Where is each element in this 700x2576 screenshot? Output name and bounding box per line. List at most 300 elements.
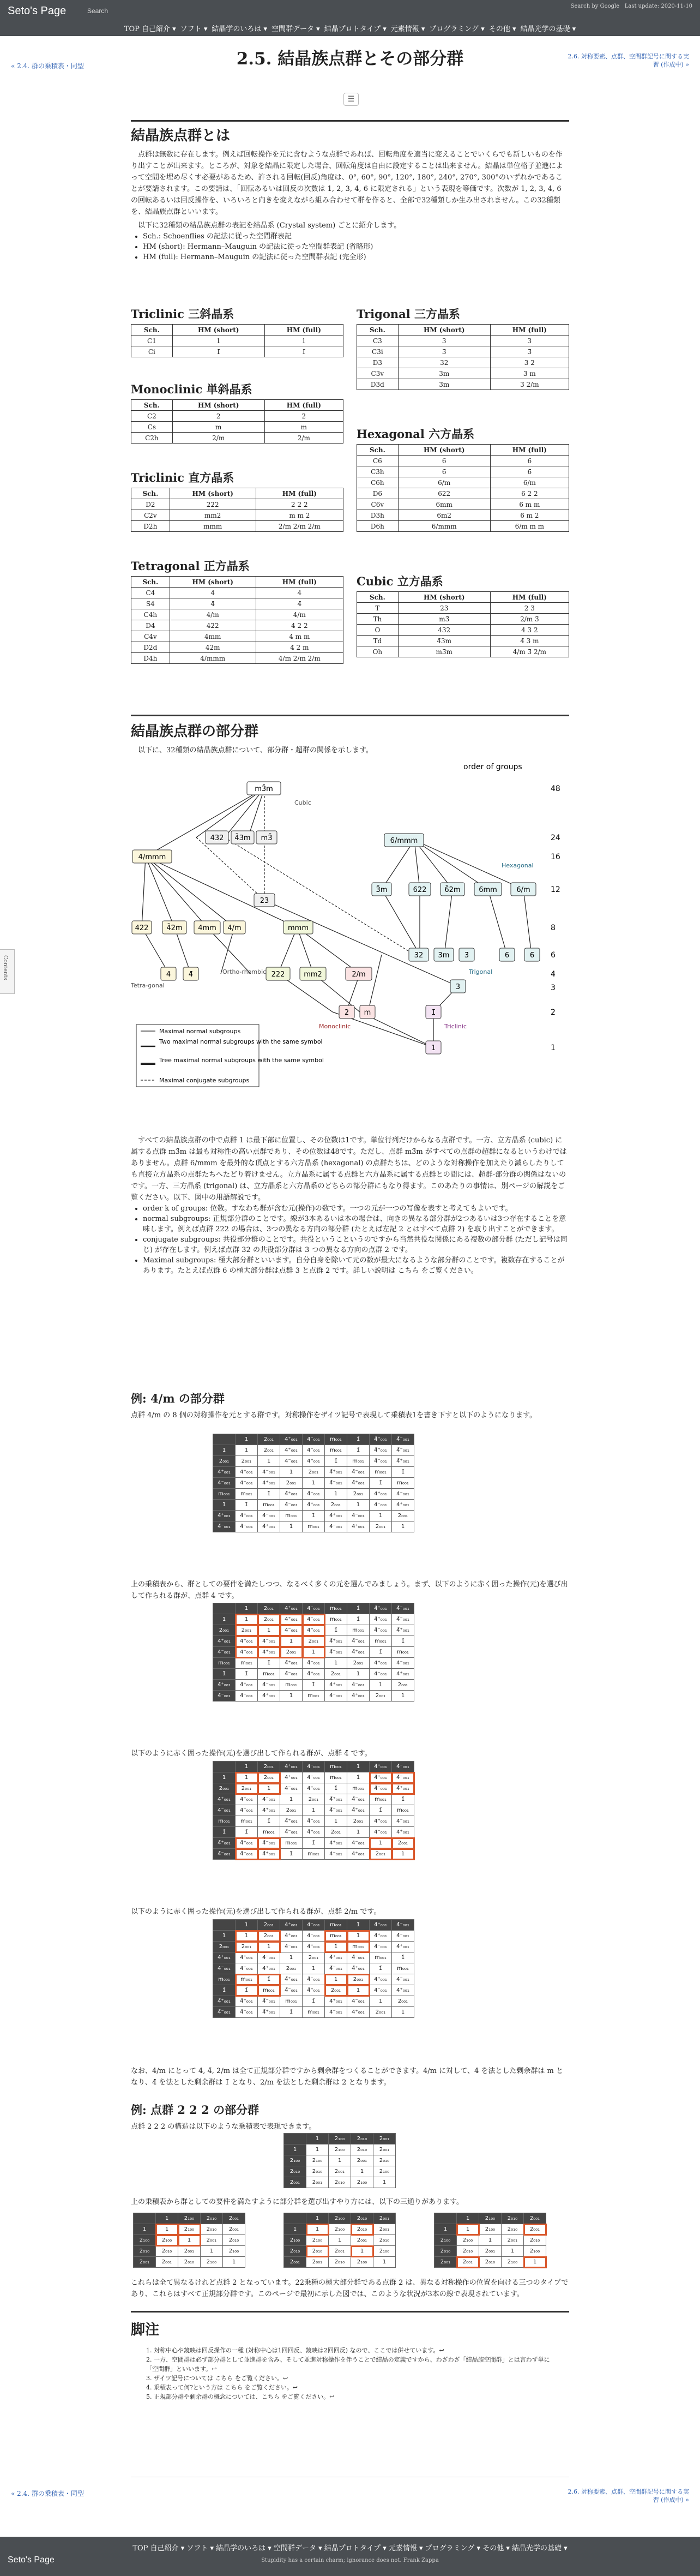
table-cell: 4⁺₀₀₁ — [392, 1500, 414, 1511]
table-cell: 2₁₀₀ — [201, 2257, 223, 2268]
table-corner — [284, 2213, 306, 2224]
table-row — [213, 1783, 414, 1794]
row-header: 2₁₀₀ — [435, 2235, 457, 2246]
table-cell: 2₀₀₁ — [479, 2246, 502, 2257]
row-header: 4⁺₀₀₁ — [213, 1636, 236, 1647]
column-header: 4⁺₀₀₁ — [280, 1920, 303, 1931]
nav-item[interactable]: 結晶学のいろは ▾ — [212, 25, 268, 33]
table-cell: 2₀₁₀ — [201, 2224, 223, 2235]
table-cell: 2₀₀₁ — [303, 1636, 325, 1647]
next-page-link-bottom[interactable]: 2.6. 対称要素、点群、空間群記号に関する実習 (作成中) » — [568, 2488, 689, 2503]
row-header: 4⁻₀₀₁ — [213, 1963, 236, 1974]
table-corner — [284, 2134, 306, 2144]
column-header: 2₀₀₁ — [258, 1434, 280, 1445]
footer-quote: Stupidity has a certain charm; ignorance does not. Frank Zappa — [261, 2557, 439, 2563]
table-row — [213, 1467, 414, 1478]
next-page-link[interactable]: 2.6. 対称要素、点群、空間群記号に関する実習 (作成中) » — [568, 53, 689, 68]
table-cell: 2₀₁₀ — [178, 2257, 201, 2268]
table-cell: 4⁻₀₀₁ — [392, 1816, 414, 1827]
table-cell: 4̄⁻₀₀₁ — [303, 1974, 325, 1985]
column-header: 1 — [306, 2134, 329, 2144]
table-row — [131, 588, 343, 598]
table-cell: 4̄⁻₀₀₁ — [347, 1952, 370, 1963]
table-cell: 2₀₀₁ — [457, 2257, 479, 2268]
table-cell: 4̄⁺₀₀₁ — [325, 1636, 347, 1647]
table-cell: 4̄⁺₀₀₁ — [392, 1625, 414, 1636]
table-row — [131, 422, 343, 433]
table-cell: m₀₀₁ — [392, 1478, 414, 1489]
node-label: m3̄ — [261, 834, 273, 842]
table-cell: 2 2 2 — [256, 499, 343, 510]
table-cell: 2₀₀₁ — [201, 2235, 223, 2246]
table-cell: 6/m — [398, 477, 490, 488]
multiplication-table — [213, 1603, 414, 1702]
node-label: 2 — [344, 1009, 349, 1017]
nav-item[interactable]: その他 ▾ — [488, 25, 516, 33]
table-cell: 2₁₀₀ — [524, 2246, 546, 2257]
table-cell: m₀₀₁ — [236, 1658, 258, 1669]
table-cell: 1̄ — [258, 1489, 280, 1500]
table-cell: 1 — [303, 1647, 325, 1658]
point-group-table — [357, 591, 569, 657]
table-cell: 1 — [306, 2144, 329, 2155]
table-row — [284, 2246, 396, 2257]
table-cell: 4⁺₀₀₁ — [258, 1963, 280, 1974]
column-header: 2₀₁₀ — [502, 2213, 524, 2224]
section-rule — [131, 120, 569, 122]
table-cell: 2₀₀₁ — [258, 1931, 280, 1942]
row-header: 2₀₁₀ — [134, 2246, 156, 2257]
order-tick: 8 — [551, 924, 556, 932]
node-label: 3̄ — [464, 951, 469, 960]
table-row — [435, 2257, 546, 2268]
section-rule — [131, 2311, 569, 2313]
table-cell: 1 — [236, 1445, 258, 1456]
table-cell: 2₁₀₀ — [351, 2257, 373, 2268]
table-cell: 1̄ — [236, 1500, 258, 1511]
family-label-monoclinic: Monoclinic — [319, 1023, 351, 1030]
table-cell: 1 — [325, 1489, 347, 1500]
footer-nav[interactable]: TOP 自己紹介 ▾ ソフト ▾ 結晶学のいろは ▾ 空間群データ ▾ 結晶プロトタイプ ▾ 元素情報 ▾ プログラミング ▾ その他 ▾ 結晶光学の基礎 ▾ — [132, 2544, 568, 2553]
column-header: 1̄ — [347, 1762, 370, 1772]
table-cell: 4⁻₀₀₁ — [236, 1805, 258, 1816]
table-cell: 4⁻₀₀₁ — [280, 1942, 303, 1952]
list-item: • conjugate subgroups: 共役部分群のことです。共役というこというのですから当然共役な関係にある複数の部分群 (ただし記号は同じ) が存在します。例えば点群 32 の共役部分群は 3 つの異なる方向の点群 2 です。 — [143, 1235, 569, 1255]
table-cell: 4̄⁻₀₀₁ — [392, 1772, 414, 1783]
order-tick: 16 — [551, 853, 560, 861]
table-cell: 4⁺₀₀₁ — [392, 1669, 414, 1680]
nav-item[interactable]: プログラミング ▾ — [429, 25, 485, 33]
table-cell: m₀₀₁ — [258, 1827, 280, 1838]
table-cell: 2₀₀₁ — [306, 2257, 329, 2268]
table-cell: 4⁻₀₀₁ — [303, 1772, 325, 1783]
column-header: 1̄ — [347, 1920, 370, 1931]
toc-menu-icon[interactable]: ☰ — [343, 93, 359, 106]
table-cell: 2₀₀₁ — [258, 1772, 280, 1783]
order-tick: 48 — [551, 784, 560, 793]
table-cell: 2₀₁₀ — [351, 2144, 373, 2155]
contents-side-tab[interactable] — [0, 949, 15, 994]
table-cell: m₀₀₁ — [370, 1952, 392, 1963]
column-header: HM (full) — [256, 488, 343, 499]
table-cell: m₀₀₁ — [236, 1974, 258, 1985]
row-header: 1 — [213, 1772, 236, 1783]
table-cell: 2₀₀₁ — [347, 1974, 370, 1985]
family-label-orthorhombic: Ortho-rhombic — [222, 968, 267, 975]
column-header: 2₀₀₁ — [373, 2213, 396, 2224]
node-label: 6 — [504, 951, 510, 960]
table-cell: 2₀₀₁ — [306, 2177, 329, 2188]
table-cell: 2₀₀₁ — [373, 2224, 396, 2235]
table-cell: 1̄ — [325, 1625, 347, 1636]
side-tab-label: Contents — [2, 955, 8, 980]
column-header: 4̄⁺₀₀₁ — [370, 1434, 392, 1445]
multiplication-table — [213, 1761, 414, 1860]
intro-paragraph-2: 以下に32種類の結晶族点群の表記を結晶系 (Crystal system) ごとに紹介します。 — [138, 221, 401, 230]
table-cell: 4̄⁺₀₀₁ — [258, 1691, 280, 1702]
table-cell: 4̄ 2 m — [256, 642, 343, 653]
table-cell: 4̄⁻₀₀₁ — [325, 1647, 347, 1658]
table-cell: 6/m m m — [490, 521, 569, 532]
table-cell: 2₁₀₀ — [373, 2166, 396, 2177]
column-header: HM (short) — [170, 488, 256, 499]
table-corner — [134, 2213, 156, 2224]
table-cell: 4⁺₀₀₁ — [370, 1489, 392, 1500]
table-cell: 4̄⁺₀₀₁ — [280, 1489, 303, 1500]
table-cell: D3d — [357, 379, 399, 390]
table-cell: D2h — [131, 521, 170, 532]
column-header: HM (full) — [490, 325, 569, 336]
table-cell: 6 — [398, 456, 490, 466]
table-row — [357, 477, 569, 488]
table-cell: m3̄m — [398, 646, 490, 657]
column-header: 4⁺₀₀₁ — [280, 1434, 303, 1445]
nav-item[interactable]: 元素情報 ▾ — [390, 25, 425, 33]
table-row — [357, 368, 569, 379]
column-header: 4̄⁻₀₀₁ — [392, 1762, 414, 1772]
table-cell: m₀₀₁ — [280, 1996, 303, 2007]
table-cell: 4̄ — [256, 598, 343, 609]
table-row — [213, 1478, 414, 1489]
table-cell: 1 — [303, 1478, 325, 1489]
node-label: 4/m — [227, 924, 242, 932]
search-by-google-link[interactable]: Search by Google — [570, 3, 620, 9]
family-label-triclinic: Triclinic — [444, 1023, 467, 1030]
table-cell: 4⁺₀₀₁ — [258, 1647, 280, 1658]
table-cell: 4̄⁺₀₀₁ — [280, 1816, 303, 1827]
table-cell: 2₀₀₁ — [370, 1849, 392, 1860]
table-cell: 2₀₁₀ — [223, 2235, 245, 2246]
table-row — [357, 488, 569, 499]
table-cell: 4̄⁺₀₀₁ — [370, 1931, 392, 1942]
nav-item[interactable]: ソフト ▾ — [180, 25, 208, 33]
site-title[interactable]: Seto's Page — [8, 5, 67, 17]
prev-page-link-bottom[interactable]: « 2.4. 群の乗積表・同型 — [11, 2490, 84, 2497]
table-cell: 2₀₁₀ — [373, 2235, 396, 2246]
table-corner — [213, 1603, 236, 1614]
table-cell: 4⁺₀₀₁ — [325, 1996, 347, 2007]
row-header: 2₀₀₁ — [213, 1783, 236, 1794]
table-title: Cubic 立方晶系 — [357, 574, 443, 588]
node-label: 3m — [438, 951, 450, 960]
column-header: 4̄⁺₀₀₁ — [370, 1920, 392, 1931]
table-cell: 4̄⁺₀₀₁ — [370, 1772, 392, 1783]
node-label: 4 — [166, 971, 171, 979]
example-title-4m: 例: 4/m の部分群 — [131, 1392, 225, 1405]
table-cell: 4̄⁻₀₀₁ — [370, 1942, 392, 1952]
main-nav — [0, 23, 700, 36]
row-header: 4⁺₀₀₁ — [213, 1794, 236, 1805]
table-cell: 4/m 3̄ 2/m — [490, 646, 569, 657]
table-cell: 2₀₀₁ — [392, 1511, 414, 1521]
table-cell: m₀₀₁ — [347, 1456, 370, 1467]
order-tick: 12 — [551, 885, 560, 894]
table-cell: 4⁺₀₀₁ — [280, 1445, 303, 1456]
row-header: 1 — [435, 2224, 457, 2235]
node-label: 222 — [271, 971, 285, 979]
table-cell: 4̄⁻₀₀₁ — [303, 1489, 325, 1500]
table-cell: 2₀₀₁ — [156, 2257, 178, 2268]
table-cell: 2₀₁₀ — [306, 2246, 329, 2257]
row-header: 2₀₁₀ — [435, 2246, 457, 2257]
table-row — [435, 2246, 546, 2257]
table-cell: 2₀₀₁ — [370, 1521, 392, 1532]
table-cell: 4/mmm — [170, 653, 256, 664]
table-cell: 23 — [398, 603, 490, 614]
row-header: 2₀₁₀ — [284, 2166, 306, 2177]
table-cell: 2₀₀₁ — [303, 1467, 325, 1478]
table-cell: 4⁻₀₀₁ — [258, 1794, 280, 1805]
table-cell: 4̄⁺₀₀₁ — [236, 1996, 258, 2007]
table-cell: 1 — [351, 2166, 373, 2177]
table-cell: mm2 — [170, 510, 256, 521]
table-cell: 6/m — [490, 477, 569, 488]
table-cell: D2d — [131, 642, 170, 653]
nav-item[interactable]: TOP 自己紹介 ▾ — [124, 25, 176, 33]
table-cell: 1 — [347, 1669, 370, 1680]
table-cell: 1̄ — [258, 1816, 280, 1827]
table-row — [213, 1625, 414, 1636]
column-header: 2₀₀₁ — [258, 1920, 280, 1931]
column-header: 4⁻₀₀₁ — [303, 1920, 325, 1931]
table-row — [213, 1636, 414, 1647]
table-cell: 422 — [170, 620, 256, 631]
table-cell: 4⁺₀₀₁ — [236, 1636, 258, 1647]
table-cell: 2₀₀₁ — [236, 1942, 258, 1952]
table-cell: 4̄⁺₀₀₁ — [236, 1838, 258, 1849]
table-cell: 1 — [347, 1827, 370, 1838]
table-cell: 1 — [172, 336, 264, 346]
row-header: 1 — [284, 2144, 306, 2155]
table-row — [357, 379, 569, 390]
table-cell: m m 2 — [256, 510, 343, 521]
table-cell: 4⁻₀₀₁ — [347, 1680, 370, 1691]
table-cell: 4 — [256, 588, 343, 598]
table-cell: 4̄⁺₀₀₁ — [325, 1794, 347, 1805]
table-cell: m₀₀₁ — [258, 1669, 280, 1680]
nav-item[interactable]: 結晶光学の基礎 ▾ — [520, 25, 576, 33]
table-cell: 4̄⁻₀₀₁ — [392, 1445, 414, 1456]
definitions-list — [131, 1203, 569, 1276]
row-header: 1̄ — [213, 1500, 236, 1511]
table-cell: D3h — [357, 510, 399, 521]
table-cell: 6mm — [398, 499, 490, 510]
table-cell: 4⁺₀₀₁ — [370, 1816, 392, 1827]
table-cell: 1 — [264, 336, 343, 346]
table-cell: 4 m m — [256, 631, 343, 642]
example-text: これらは全て異なるけれど点群 2 となっています。22乗種の極大部分群である点群 2 は、異なる対称操作の位置を向ける三つのタイプであり、これらはすべて正規部分群です。このページで最初に示した図では、このような状況が3本の線で表現されています。 — [131, 2279, 569, 2298]
column-header: 2₀₀₁ — [223, 2213, 245, 2224]
table-cell: 4⁺₀₀₁ — [347, 1849, 370, 1860]
table-cell: 4̄⁻₀₀₁ — [303, 1816, 325, 1827]
table-cell: 4̄⁻₀₀₁ — [347, 1467, 370, 1478]
table-block-monoclinic — [131, 381, 343, 444]
table-cell: D4h — [131, 653, 170, 664]
table-cell: 1̄ — [325, 1456, 347, 1467]
table-cell: 1 — [392, 1521, 414, 1532]
table-cell: m₀₀₁ — [236, 1816, 258, 1827]
table-cell: 2₀₁₀ — [457, 2246, 479, 2257]
table-row — [357, 466, 569, 477]
table-cell: 2₀₀₁ — [280, 1647, 303, 1658]
multiplication-table — [133, 2213, 245, 2268]
section-title-subgroups: 結晶族点群の部分群 — [131, 723, 259, 740]
column-header: HM (full) — [264, 400, 343, 411]
table-row — [131, 653, 343, 664]
top-bar — [0, 0, 700, 23]
multiplication-table — [283, 2133, 396, 2188]
multiplication-table — [434, 2213, 546, 2268]
table-cell: 2₁₀₀ — [373, 2246, 396, 2257]
row-header: 1 — [213, 1931, 236, 1942]
node-label: 6/m — [516, 886, 530, 894]
table-cell: m₀₀₁ — [370, 1794, 392, 1805]
table-cell: 432 — [398, 625, 490, 636]
order-tick: 4 — [551, 970, 556, 979]
table-cell: 3m — [398, 368, 490, 379]
table-cell: 4̄⁻₀₀₁ — [258, 1680, 280, 1691]
node-label: 6̄2m — [444, 886, 461, 894]
table-cell: 4⁺₀₀₁ — [258, 1478, 280, 1489]
table-cell: 2₁₀₀ — [223, 2246, 245, 2257]
nav-item[interactable]: 空間群データ ▾ — [271, 25, 320, 33]
table-cell: 4⁺₀₀₁ — [280, 1931, 303, 1942]
table-cell: m₀₀₁ — [347, 1783, 370, 1794]
table-cell: 4̄⁺₀₀₁ — [303, 1669, 325, 1680]
column-header: HM (full) — [264, 325, 343, 336]
table-cell: 6 m m — [490, 499, 569, 510]
row-header: 2₀₁₀ — [284, 2246, 306, 2257]
column-header: m₀₀₁ — [325, 1603, 347, 1614]
table-cell: 1 — [373, 2257, 396, 2268]
row-header: 4⁺₀₀₁ — [213, 1952, 236, 1963]
table-cell: 2₀₀₁ — [303, 1952, 325, 1963]
table-cell: 4̄⁻₀₀₁ — [258, 1996, 280, 2007]
column-header: HM (full) — [490, 445, 569, 456]
table-cell: 4⁻₀₀₁ — [325, 1691, 347, 1702]
table-cell: 1̄ — [347, 1445, 370, 1456]
table-cell: 1 — [392, 1691, 414, 1702]
column-header: 4̄⁻₀₀₁ — [392, 1434, 414, 1445]
table-cell: m₀₀₁ — [392, 1647, 414, 1658]
table-cell: 2₀₀₁ — [236, 1625, 258, 1636]
table-cell: 2₀₀₁ — [351, 2155, 373, 2166]
list-item: • normal subgroups: 正規部分群のことです。線が3本あるいは本の場合は、向きの異なる部分群が2つあるいは3つ存在することを意味します。例えば点群 222 の場合は、3つの異なる方向の部分群 (たとえば左記 2 とはすべて点群 2) を取り出すことができます。 — [143, 1214, 569, 1235]
table-cell: 2₀₀₁ — [236, 1783, 258, 1794]
table-cell: 2₀₀₁ — [303, 1794, 325, 1805]
table-cell: 4̄⁻₀₀₁ — [258, 1838, 280, 1849]
table-cell: 2₀₀₁ — [325, 1985, 347, 1996]
table-block-cubic — [357, 573, 569, 657]
row-header: 2₁₀₀ — [134, 2235, 156, 2246]
row-header: m₀₀₁ — [213, 1816, 236, 1827]
nav-item[interactable]: 結晶プロトタイプ ▾ — [324, 25, 387, 33]
row-header: 4̄⁻₀₀₁ — [213, 1849, 236, 1860]
table-cell: 2/m 2/m 2/m — [256, 521, 343, 532]
table-cell: 2₀₀₁ — [178, 2246, 201, 2257]
table-row — [213, 1931, 414, 1942]
table-cell: 4̄⁺₀₀₁ — [325, 1467, 347, 1478]
footnote-item: 3. ザイツ記号については こちら をご覧ください。↩ — [146, 2375, 288, 2382]
column-header: m₀₀₁ — [325, 1762, 347, 1772]
table-cell: m₀₀₁ — [303, 1849, 325, 1860]
list-item: • HM (short): Hermann–Mauguin の記法に従った空間群表記 (省略形) — [143, 242, 569, 252]
table-cell: C1 — [131, 336, 173, 346]
node-label: 422 — [135, 924, 149, 932]
table-cell: 4̄⁻₀₀₁ — [392, 1931, 414, 1942]
table-row — [213, 1952, 414, 1963]
footer-site-title[interactable]: Seto's Page — [8, 2555, 55, 2565]
table-row — [213, 1669, 414, 1680]
table-row — [131, 642, 343, 653]
table-cell: 1 — [303, 1963, 325, 1974]
table-cell: 4⁻₀₀₁ — [392, 1489, 414, 1500]
table-cell: 1 — [351, 2246, 373, 2257]
table-cell: mmm — [170, 521, 256, 532]
search-input[interactable]: Search — [87, 7, 108, 15]
row-header: 4̄⁻₀₀₁ — [213, 1521, 236, 1532]
column-header: 2₁₀₀ — [329, 2134, 351, 2144]
row-header: 4̄⁺₀₀₁ — [213, 1996, 236, 2007]
order-tick: 1 — [551, 1044, 556, 1052]
table-row — [213, 1691, 414, 1702]
row-header: 4⁺₀₀₁ — [213, 1467, 236, 1478]
column-header: 2₀₁₀ — [201, 2213, 223, 2224]
table-cell: m₀₀₁ — [347, 1942, 370, 1952]
table-cell: 4̄2m — [170, 642, 256, 653]
table-cell: 2₀₀₁ — [258, 1614, 280, 1625]
table-title: Trigonal 三方晶系 — [357, 307, 460, 321]
table-cell: 2₀₁₀ — [502, 2224, 524, 2235]
table-cell: C4h — [131, 609, 170, 620]
table-row — [284, 2235, 396, 2246]
row-header: 2₁₀₀ — [284, 2235, 306, 2246]
column-header: 1̄ — [347, 1434, 370, 1445]
table-cell: 4⁻₀₀₁ — [370, 1985, 392, 1996]
multiplication-table — [283, 2213, 396, 2268]
table-cell: 4⁺₀₀₁ — [392, 1985, 414, 1996]
table-cell: 4⁻₀₀₁ — [325, 1849, 347, 1860]
order-axis-label: order of groups — [463, 763, 522, 771]
column-header: 4⁻₀₀₁ — [303, 1434, 325, 1445]
column-header: 1 — [236, 1762, 258, 1772]
column-header: m₀₀₁ — [325, 1920, 347, 1931]
column-header: 2₀₁₀ — [351, 2134, 373, 2144]
table-cell: 4̄ 3 m — [490, 636, 569, 646]
prev-page-link[interactable]: « 2.4. 群の乗積表・同型 — [11, 62, 84, 70]
table-corner — [213, 1920, 236, 1931]
table-cell: 4 3 2 — [490, 625, 569, 636]
